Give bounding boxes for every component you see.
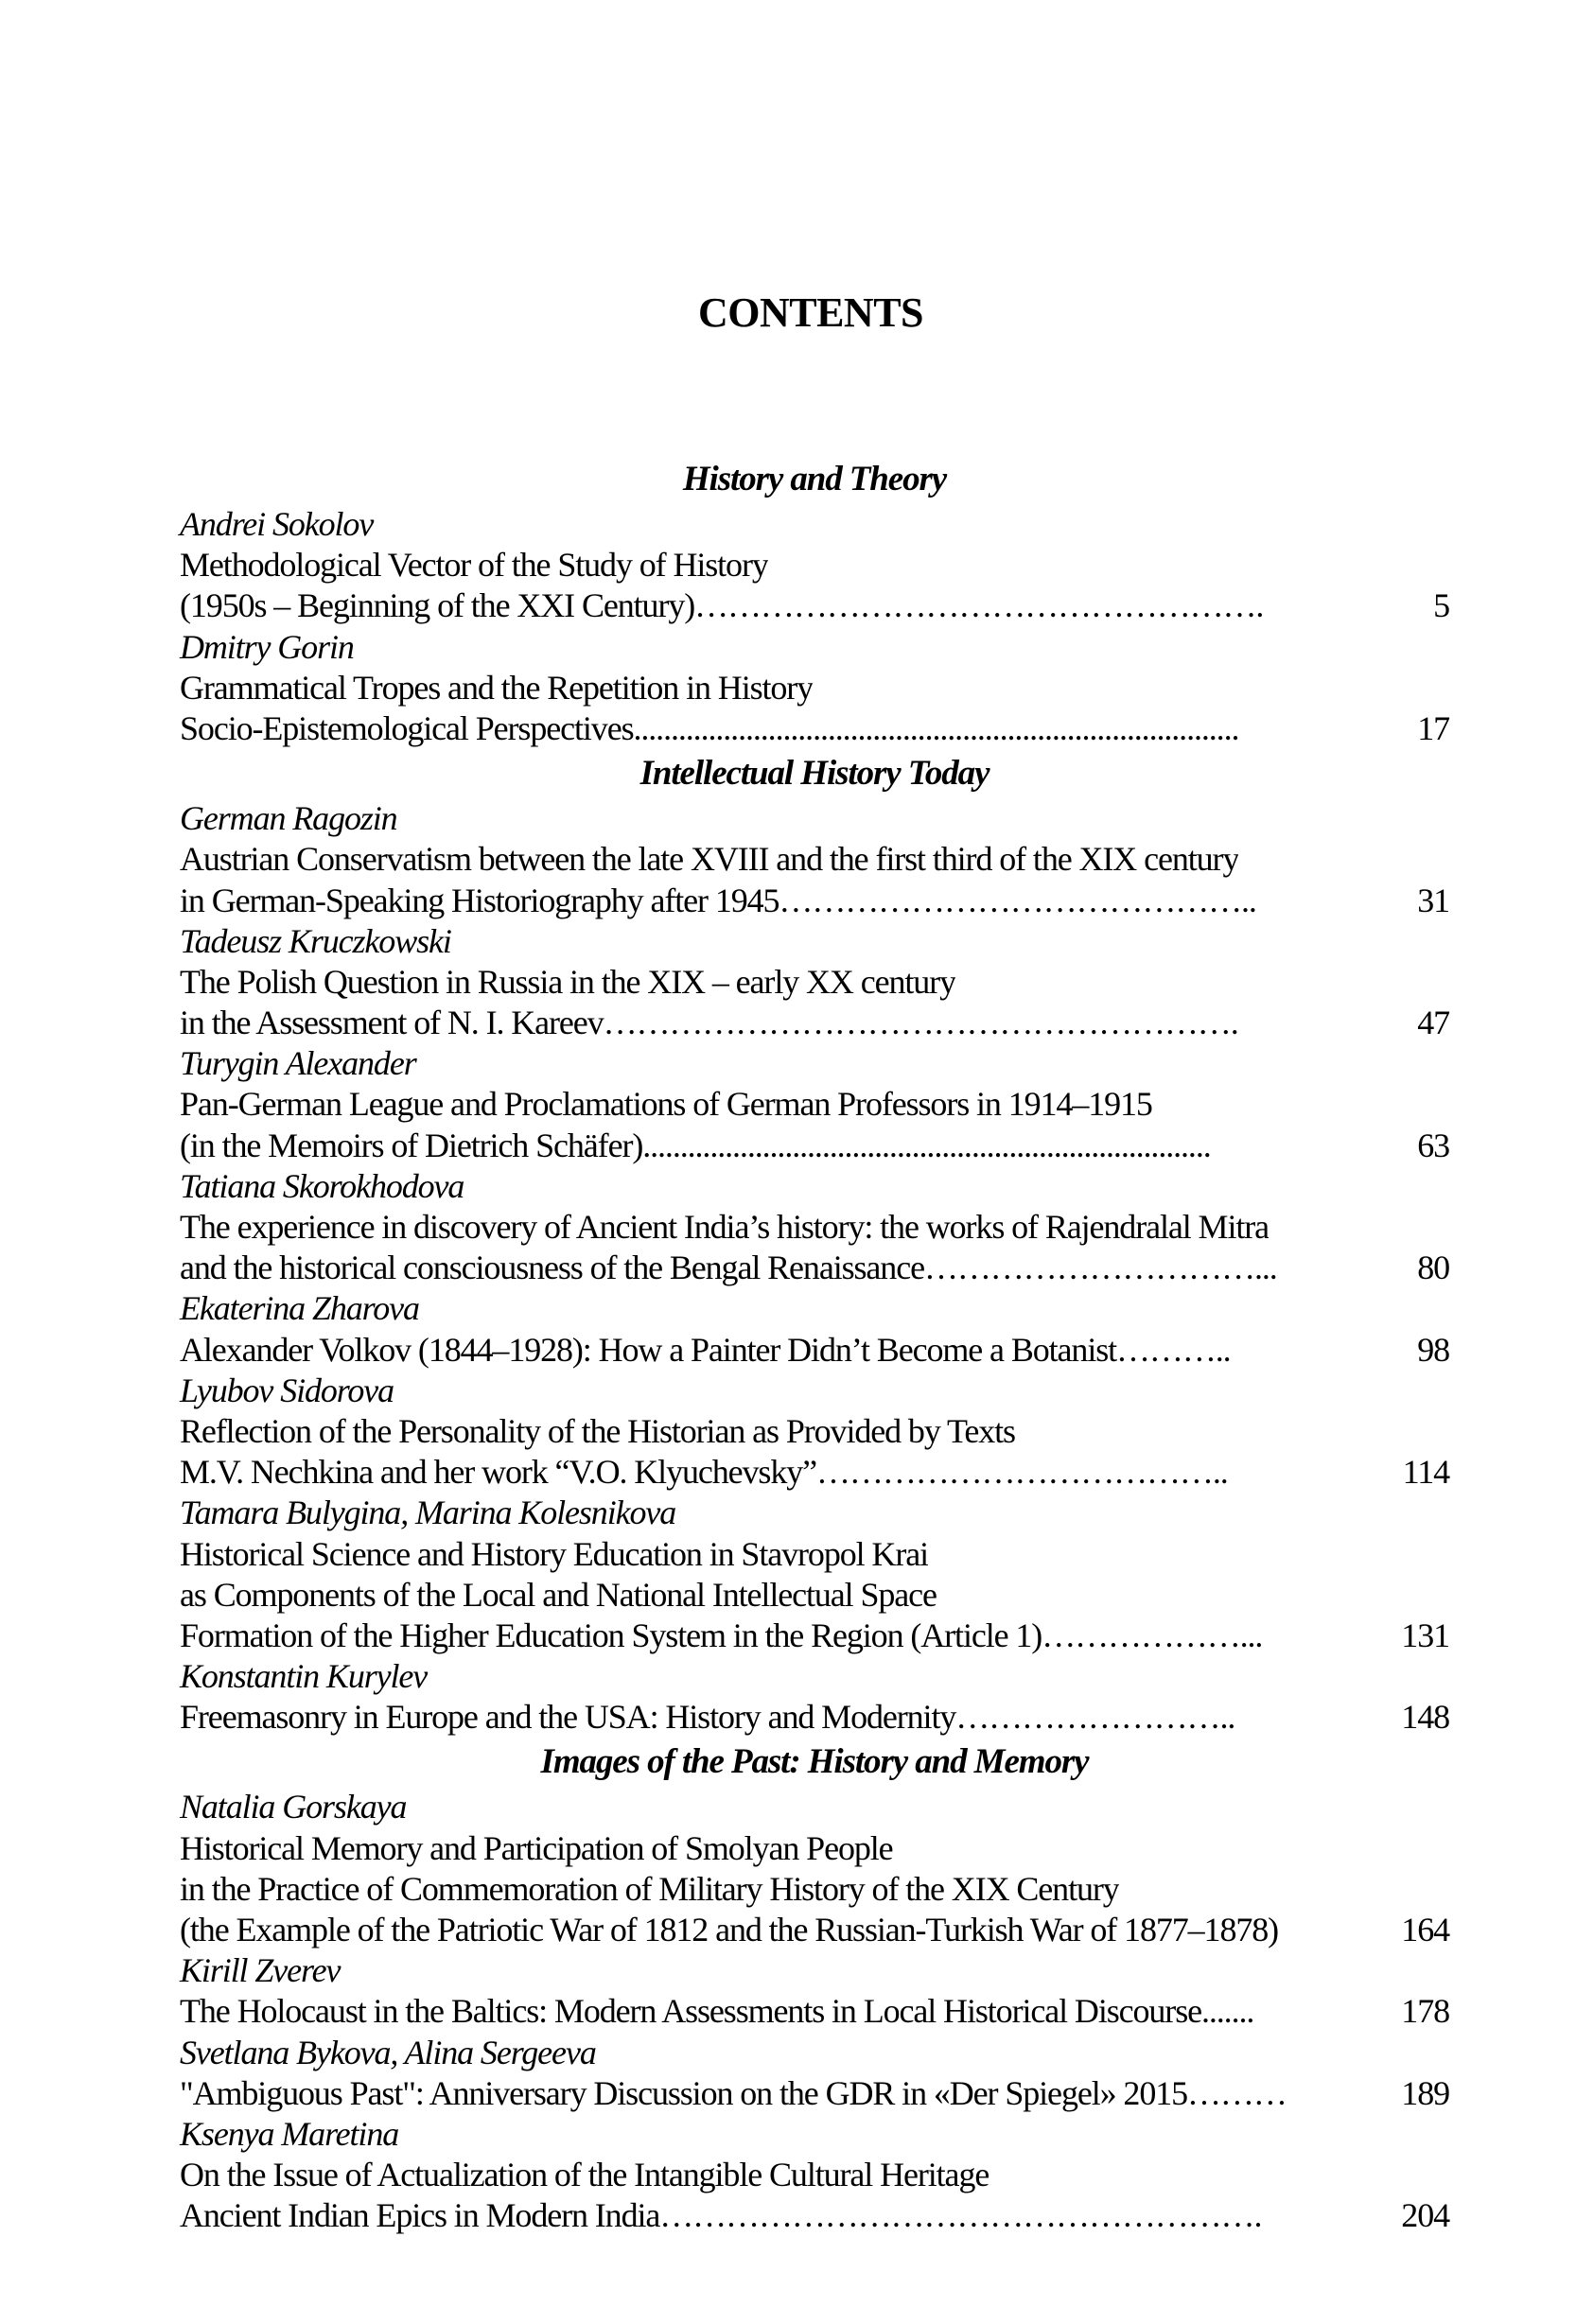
- entry-line: [180, 2073, 1449, 2114]
- entry-line: [180, 2195, 1449, 2236]
- page-number[interactable]: 189: [1401, 2073, 1449, 2112]
- table-of-contents: [180, 455, 1449, 2237]
- section-heading: History and Theory: [682, 460, 947, 498]
- entry-title-line[interactable]: (the Example of the Patriotic War of 1812 and the Russian-Turkish War of 1877–1878): [180, 1911, 1279, 1948]
- toc-entry[interactable]: [180, 1043, 1449, 1166]
- entry-line: [180, 1534, 1449, 1575]
- entry-title-line[interactable]: (in the Memoirs of Dietrich Schäfer)............................................................................: [180, 1126, 1211, 1164]
- entry-line: [180, 1207, 1449, 1248]
- toc-entry[interactable]: [180, 798, 1449, 921]
- entry-author: Tamara Bulygina, Marina Kolesnikova: [180, 1494, 676, 1532]
- page-number[interactable]: 114: [1402, 1453, 1449, 1492]
- entry-line: [180, 1330, 1449, 1371]
- entry-line: [180, 2155, 1449, 2195]
- page-number[interactable]: 98: [1417, 1330, 1449, 1369]
- toc-entry[interactable]: [180, 1656, 1449, 1738]
- entry-author: Tadeusz Kruczkowski: [180, 921, 451, 960]
- entry-line: [180, 839, 1449, 880]
- toc-entry[interactable]: [180, 1371, 1449, 1494]
- toc-entry[interactable]: [180, 1288, 1449, 1370]
- entry-title-line[interactable]: The Polish Question in Russia in the XIX – early XX century: [180, 962, 955, 1001]
- entry-line: [180, 962, 1449, 1003]
- entry-line: [180, 1869, 1449, 1910]
- toc-entry[interactable]: [180, 1950, 1449, 2032]
- entry-title-line[interactable]: Methodological Vector of the Study of History: [180, 546, 768, 585]
- entry-title-line[interactable]: Grammatical Tropes and the Repetition in History: [180, 668, 814, 707]
- page-number[interactable]: 31: [1417, 881, 1449, 919]
- entry-title-line[interactable]: Alexander Volkov (1844–1928): How a Painter Didn’t Become a Botanist………..: [180, 1330, 1231, 1369]
- toc-entry[interactable]: [180, 1166, 1449, 1289]
- entry-title-line[interactable]: Socio-Epistemological Perspectives.................................................................................: [180, 708, 1239, 747]
- entry-line: [180, 708, 1449, 749]
- page-number[interactable]: 17: [1417, 708, 1449, 747]
- entry-line: [180, 1828, 1449, 1869]
- entry-line: [180, 1452, 1449, 1493]
- entry-line: [180, 668, 1449, 708]
- page-number[interactable]: 178: [1401, 1992, 1449, 2031]
- page-number[interactable]: 148: [1401, 1698, 1449, 1737]
- toc-entry[interactable]: [180, 2114, 1449, 2237]
- entry-author: Svetlana Bykova, Alina Sergeeva: [180, 2033, 596, 2071]
- entry-title-line[interactable]: in German-Speaking Historiography after 1945……………………………………..: [180, 881, 1256, 919]
- entry-author: Natalia Gorskaya: [180, 1788, 407, 1826]
- entry-author: Ksenya Maretina: [180, 2114, 399, 2153]
- toc-entry[interactable]: [180, 504, 1449, 627]
- toc-entry[interactable]: [180, 627, 1449, 750]
- entry-line: [180, 1411, 1449, 1452]
- entry-line: [180, 1126, 1449, 1166]
- entry-title-line[interactable]: Historical Science and History Education in Stavropol Krai: [180, 1534, 928, 1573]
- page-number[interactable]: 47: [1417, 1004, 1449, 1042]
- entry-title-line[interactable]: in the Practice of Commemoration of Military History of the XIX Century: [180, 1869, 1119, 1908]
- entry-line: [180, 545, 1449, 585]
- toc-entry[interactable]: [180, 921, 1449, 1044]
- entry-author: Andrei Sokolov: [180, 505, 374, 543]
- entry-title-line[interactable]: (1950s – Beginning of the XXI Century)…………………………………………….: [180, 586, 1264, 625]
- entry-line: [180, 1616, 1449, 1656]
- page-title: CONTENTS: [697, 289, 924, 336]
- entry-title-line[interactable]: Austrian Conservatism between the late XVIII and the first third of the XIX century: [180, 840, 1239, 879]
- entry-line: [180, 1991, 1449, 2032]
- section-heading: Images of the Past: History and Memory: [540, 1742, 1089, 1782]
- entry-line: [180, 1910, 1449, 1950]
- page-number[interactable]: 164: [1401, 1911, 1449, 1948]
- entry-title-line[interactable]: On the Issue of Actualization of the Intangible Cultural Heritage: [180, 2156, 989, 2194]
- entry-title-line[interactable]: and the historical consciousness of the Bengal Renaissance…………………………...: [180, 1249, 1277, 1287]
- section-heading: Intellectual History Today: [639, 754, 989, 794]
- entry-title-line[interactable]: Formation of the Higher Education System in the Region (Article 1)………………...: [180, 1616, 1263, 1654]
- entry-line: [180, 585, 1449, 626]
- entry-line: [180, 1248, 1449, 1288]
- entry-author: Lyubov Sidorova: [180, 1371, 394, 1409]
- entry-title-line[interactable]: Historical Memory and Participation of Smolyan People: [180, 1828, 893, 1867]
- entry-author: Konstantin Kurylev: [180, 1657, 428, 1696]
- entry-title-line[interactable]: Ancient Indian Epics in Modern India……………………………………………….: [180, 2196, 1262, 2235]
- entry-line: [180, 1003, 1449, 1043]
- page-number[interactable]: 80: [1417, 1249, 1449, 1287]
- entry-title-line[interactable]: The Holocaust in the Baltics: Modern Assessments in Local Historical Discourse.......: [180, 1992, 1254, 2031]
- entry-title-line[interactable]: "Ambiguous Past": Anniversary Discussion on the GDR in «Der Spiegel» 2015………: [180, 2073, 1287, 2112]
- entry-line: [180, 881, 1449, 921]
- entry-author: Dmitry Gorin: [180, 627, 354, 666]
- entry-author: Turygin Alexander: [180, 1044, 416, 1083]
- page-number[interactable]: 5: [1433, 586, 1449, 625]
- entry-title-line[interactable]: Reflection of the Personality of the Historian as Provided by Texts: [180, 1411, 1015, 1450]
- entry-title-line[interactable]: The experience in discovery of Ancient India’s history: the works of Rajendralal Mitra: [180, 1208, 1270, 1246]
- page-number[interactable]: 63: [1417, 1126, 1449, 1164]
- entry-line: [180, 1697, 1449, 1738]
- entry-title-line[interactable]: as Components of the Local and National Intellectual Space: [180, 1575, 937, 1614]
- entry-title-line[interactable]: Freemasonry in Europe and the USA: History and Modernity……………………..: [180, 1698, 1235, 1737]
- entry-author: Tatiana Skorokhodova: [180, 1166, 464, 1205]
- page-number[interactable]: 204: [1401, 2196, 1449, 2235]
- toc-entry[interactable]: [180, 1493, 1449, 1656]
- toc-entry[interactable]: [180, 1787, 1449, 1950]
- entry-title-line[interactable]: M.V. Nechkina and her work “V.O. Klyuchevsky”………………………………..: [180, 1453, 1228, 1492]
- entry-author: German Ragozin: [180, 799, 397, 838]
- page-number[interactable]: 131: [1401, 1616, 1449, 1654]
- entry-line: [180, 1575, 1449, 1616]
- entry-author: Kirill Zverev: [180, 1951, 341, 1990]
- entry-title-line[interactable]: in the Assessment of N. I. Kareev………………………………………………….: [180, 1004, 1238, 1042]
- entry-author: Ekaterina Zharova: [180, 1289, 419, 1328]
- toc-entry[interactable]: [180, 2033, 1449, 2114]
- entry-title-line[interactable]: Pan-German League and Proclamations of German Professors in 1914–1915: [180, 1085, 1152, 1124]
- entry-line: [180, 1084, 1449, 1125]
